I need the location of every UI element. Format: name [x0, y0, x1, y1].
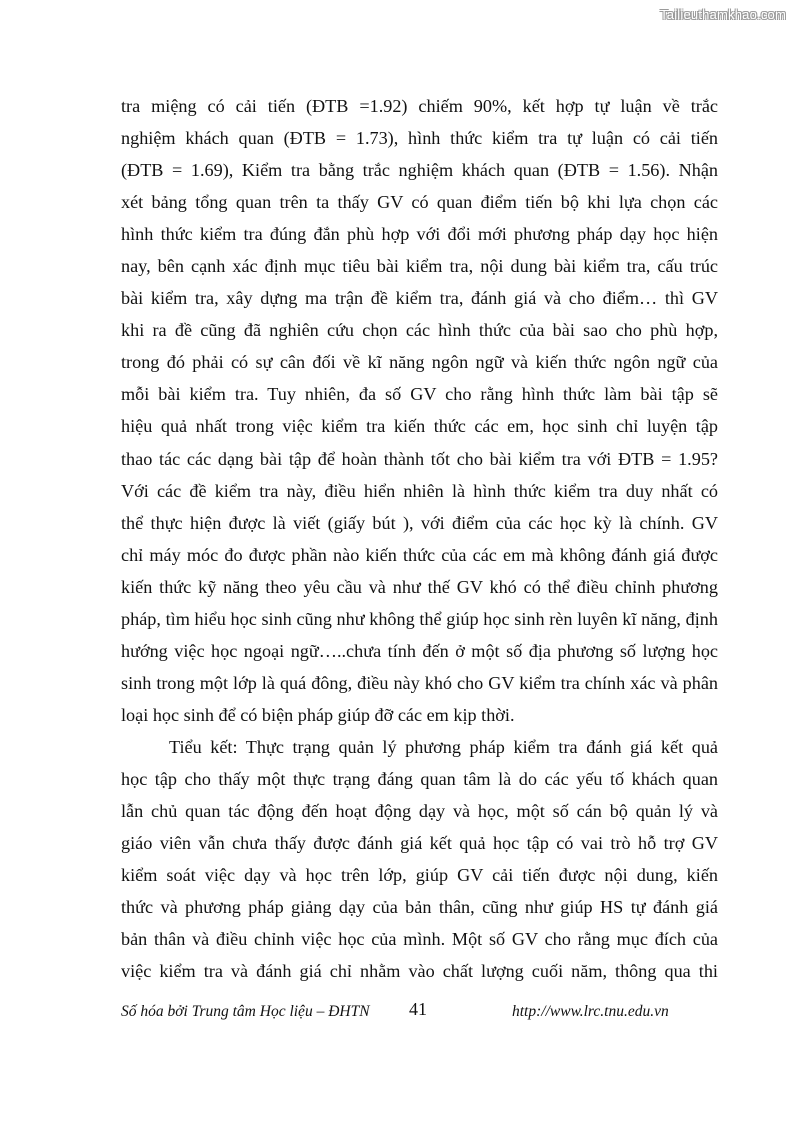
text-line: nghiệm khách quan (ĐTB = 1.73), hình thức kiểm tra tự luận có cải tiến [121, 128, 718, 149]
text-line: kiến thức kỹ năng theo yêu cầu và như thế GV khó có thể điều chỉnh phương [121, 576, 718, 597]
text-line: thao tác các dạng bài tập để hoàn thành tốt cho bài kiểm tra với ĐTB = 1.95? [121, 448, 718, 469]
text-line-content: Tiểu kết: Thực trạng quản lý phương pháp kiểm tra đánh giá kết quả [169, 736, 718, 757]
footer-url: http://www.lrc.tnu.edu.vn [512, 1003, 669, 1020]
page-body [121, 90, 718, 987]
page-number: 41 [409, 999, 427, 1019]
text-line: hướng việc học ngoại ngữ…..chưa tính đến ở một số địa phương số lượng học [121, 640, 718, 661]
text-line: tra miệng có cải tiến (ĐTB =1.92) chiếm 90%, kết hợp tự luận về trắc [121, 96, 718, 116]
text-line: Với các đề kiểm tra này, điều hiển nhiên là hình thức kiểm tra duy nhất có [121, 480, 718, 501]
text-line: loại học sinh để có biện pháp giúp đỡ các em kịp thời. [121, 704, 515, 725]
text-line: pháp, tìm hiểu học sinh cũng như không thể giúp học sinh rèn luyên kĩ năng, định [121, 608, 718, 629]
text-line-indented [121, 731, 718, 763]
text-line: mỗi bài kiểm tra. Tuy nhiên, đa số GV cho rằng hình thức làm bài tập sẽ [121, 384, 718, 405]
footer-source: Số hóa bởi Trung tâm Học liệu – ĐHTN [121, 1003, 370, 1020]
paragraph-1 [121, 90, 718, 731]
text-line: thể thực hiện được là viết (giấy bút ), với điểm của các học kỳ là chính. GV [121, 512, 718, 533]
text-line: việc kiểm tra và đánh giá chỉ nhằm vào chất lượng cuối năm, thông qua thi [121, 961, 718, 982]
text-line: giáo viên vẫn chưa thấy được đánh giá kết quả học tập có vai trò hỗ trợ GV [121, 833, 718, 854]
text-line: khi ra đề cũng đã nghiên cứu chọn các hình thức của bài sao cho phù hợp, [121, 320, 718, 341]
text-line: trong đó phải có sự cân đối về kĩ năng ngôn ngữ và kiến thức ngôn ngữ của [121, 352, 718, 373]
text-line: sinh trong một lớp là quá đông, điều này khó cho GV kiểm tra chính xác và phân [121, 672, 718, 693]
text-line: xét bảng tổng quan trên ta thấy GV có quan điểm tiến bộ khi lựa chọn các [121, 192, 718, 213]
paragraph-2 [121, 731, 718, 987]
text-line: bản thân và điều chỉnh việc học của mình. Một số GV cho rằng mục đích của [121, 929, 718, 950]
text-line: bài kiểm tra, xây dựng ma trận đề kiểm tra, đánh giá và cho điểm… thì GV [121, 288, 718, 309]
text-line: kiểm soát việc dạy và học trên lớp, giúp GV cải tiến được nội dung, kiến [121, 865, 718, 886]
text-line: hình thức kiểm tra đúng đắn phù hợp với đổi mới phương pháp dạy học hiện [121, 224, 718, 245]
text-line: thức và phương pháp giảng dạy của bản thân, cũng như giúp HS tự đánh giá [121, 897, 718, 918]
text-line: hiệu quả nhất trong việc kiểm tra kiến thức các em, học sinh chỉ luyện tập [121, 416, 718, 437]
text-line: (ĐTB = 1.69), Kiểm tra bằng trắc nghiệm khách quan (ĐTB = 1.56). Nhận [121, 160, 718, 181]
text-line: học tập cho thấy một thực trạng đáng quan tâm là do các yếu tố khách quan [121, 768, 718, 789]
text-line: chỉ máy móc đo được phần nào kiến thức của các em mà không đánh giá được [121, 544, 718, 565]
watermark-text: Tailieuthamkhao.com [660, 7, 786, 22]
text-line: nay, bên cạnh xác định mục tiêu bài kiểm tra, nội dung bài kiểm tra, cấu trúc [121, 256, 718, 277]
text-line: lẫn chủ quan tác động đến hoạt động dạy và học, một số cán bộ quản lý và [121, 801, 718, 822]
